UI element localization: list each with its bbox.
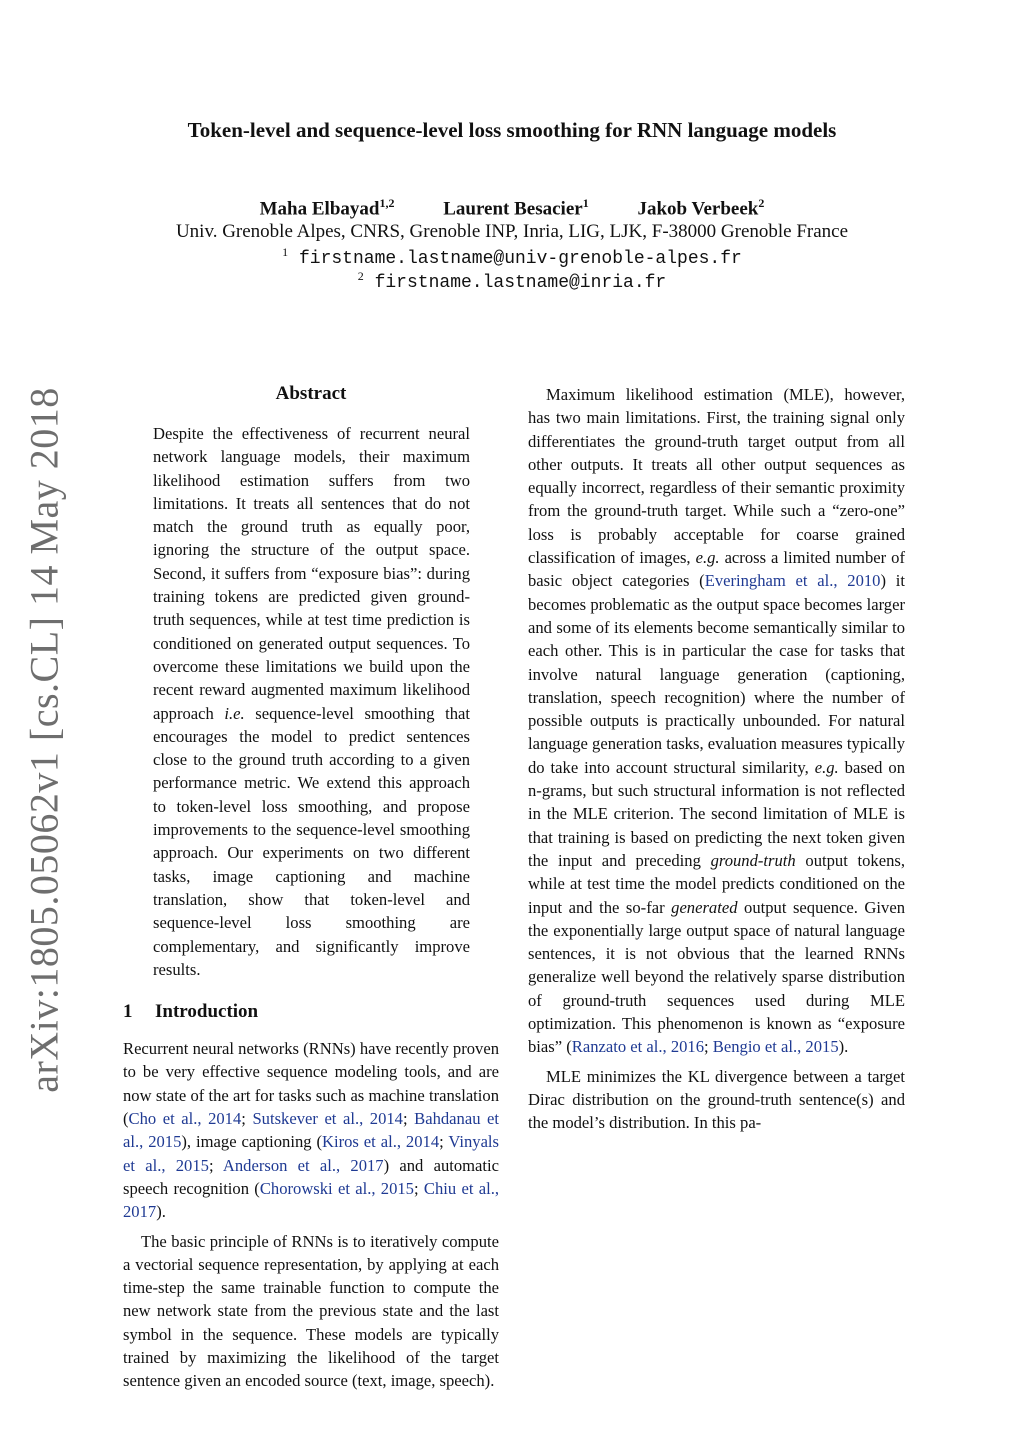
- affiliation: Univ. Grenoble Alpes, CNRS, Grenoble INP, Inria, LIG, LJK, F-38000 Grenoble France: [175, 221, 849, 242]
- citation-link[interactable]: Chiu et al., 2017: [123, 1178, 499, 1222]
- author-list: [0, 196, 1024, 220]
- left-column: [123, 383, 499, 1393]
- author-3: Jakob Verbeek$^2$: [637, 196, 765, 220]
- intro-paragraph-4: MLE minimizes the KL divergence between a target Dirac distribution on the ground-truth sentence(s) and the model’s distribution. In this pa-: [528, 1066, 905, 1133]
- citation-link[interactable]: Vinyals et al., 2015: [123, 1132, 499, 1175]
- email-1: $^1$ firstname.lastname@univ-grenoble-alpes.fr: [282, 245, 742, 269]
- author-2: Laurent Besacier$^1$: [443, 196, 589, 220]
- section-heading-introduction: 1 Introduction: [123, 1001, 259, 1023]
- abstract-heading: Abstract: [275, 383, 347, 404]
- citation-link[interactable]: Cho et al., 2014: [128, 1109, 242, 1129]
- citation-link[interactable]: Bengio et al., 2015: [712, 1037, 839, 1057]
- intro-paragraph-3: Maximum likelihood estimation (MLE), however, has two main limitations. First, the training signal only differentiates the ground-truth target output from all other outputs. It treats all other output sequences as equally incorrect, regardless of their semantic proximity from the ground-truth target. While such a “zero-one” loss is probably acceptable for coarse grained classification of images, e.g. across a limited number of basic object categories (Everingham et al., 2010) it becomes problematic as the output space becomes larger and some of its elements become semantically similar to each other. This is in particular the case for tasks that involve natural language generation (captioning, translation, speech recognition) where the number of possible outputs is practically unbounded. For natural language generation tasks, evaluation measures typically do take into account structural similarity, e.g. based on n-grams, but such structural information is not reflected in the MLE criterion. The second limitation of MLE is that training is based on predicting the next token given the input and preceding ground-truth output tokens, while at test time the model predicts conditioned on the input and the so-far generated output sequence. Given the exponentially large output space of natural language sentences, it is not obvious that the learned RNNs generalize well beyond the relatively sparse distribution of ground-truth sequences used during MLE optimization. This phenomenon is known as “exposure bias” (Ranzato et al., 2016; Bengio et al., 2015).: [528, 385, 905, 1057]
- right-column: [528, 383, 905, 1135]
- citation-link[interactable]: Kiros et al., 2014: [322, 1132, 440, 1152]
- intro-paragraph-2: The basic principle of RNNs is to iteratively compute a vectorial sequence representation, by applying at each time-step the same trainable function to compute the new network state from the previous state and the last symbol in the sequence. These models are typically trained by maximizing the likelihood of the target sentence given an encoded source (text, image, speech).: [123, 1231, 499, 1391]
- email-2: $^2$ firstname.lastname@inria.fr: [357, 269, 667, 293]
- citation-link[interactable]: Anderson et al., 2017: [222, 1155, 384, 1175]
- citation-link[interactable]: Bahdanau et al., 2015: [123, 1109, 500, 1152]
- citation-link[interactable]: Chorowski et al., 2015: [259, 1178, 414, 1198]
- citation-link[interactable]: Ranzato et al., 2016: [571, 1037, 705, 1057]
- arxiv-side-stamp: arXiv:1805.05062v1 [cs.CL] 14 May 2018: [21, 387, 67, 1093]
- author-1: Maha Elbayad$^{1,2}$: [259, 196, 395, 220]
- citation-link[interactable]: Everingham et al., 2010: [704, 571, 881, 591]
- citation-link[interactable]: Sutskever et al., 2014: [252, 1109, 403, 1129]
- paper-title: Token-level and sequence-level loss smoothing for RNN language models: [187, 118, 837, 142]
- intro-paragraph-1: Recurrent neural networks (RNNs) have recently proven to be very effective sequence modeling tools, and are now state of the art for tasks such as machine translation (Cho et al., 2014; Sutskever et al., 2014; Bahdanau et al., 2015), image captioning (Kiros et al., 2014; Vinyals et al., 2015; Anderson et al., 2017) and automatic speech recognition (Chorowski et al., 2015; Chiu et al., 2017).: [123, 1039, 500, 1222]
- abstract-text: Despite the effectiveness of recurrent neural network language models, their maximum likelihood estimation suffers from two limitations. It treats all sentences that do not match the ground truth as equally poor, ignoring the structure of the output space. Second, it suffers from “exposure bias”: during training tokens are predicted given ground-truth sequences, while at test time prediction is conditioned on generated output sequences. To overcome these limitations we build upon the recent reward augmented maximum likelihood approach i.e. sequence-level smoothing that encourages the model to predict sentences close to the ground truth according to a given performance metric. We extend this approach to token-level loss smoothing, and propose improvements to the sequence-level smoothing approach. Our experiments on two different tasks, image captioning and machine translation, show that token-level and sequence-level loss smoothing are complementary, and significantly improve results.: [153, 424, 470, 979]
